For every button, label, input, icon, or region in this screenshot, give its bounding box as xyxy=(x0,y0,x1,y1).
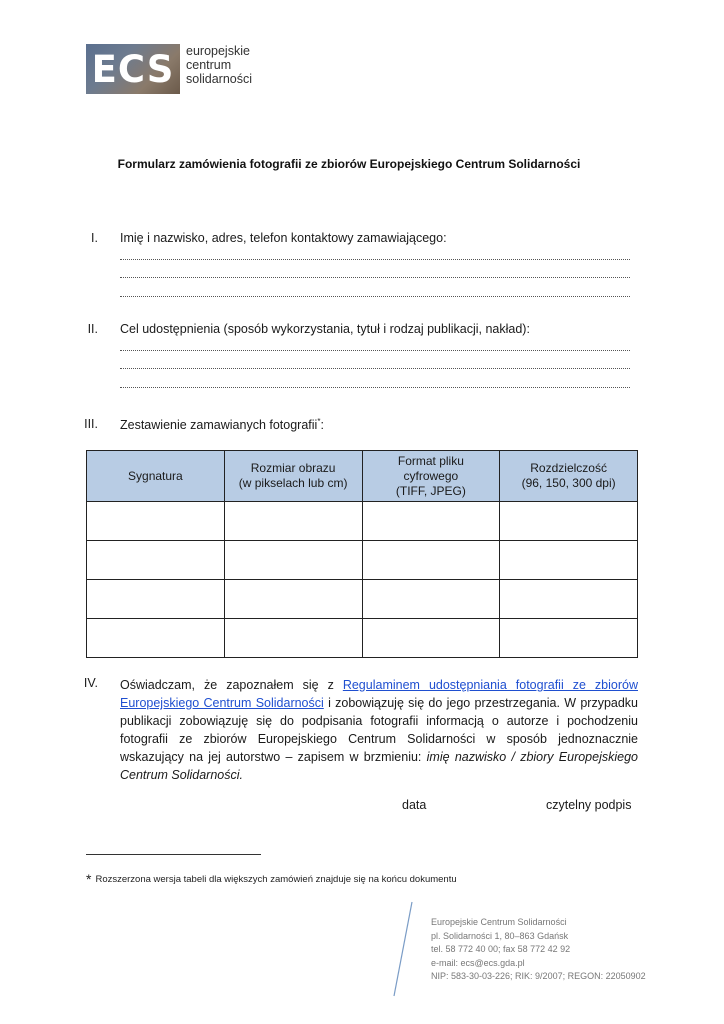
regulations-link[interactable]: Regulaminem udostępniania fotografii ze zbiorów Europejskiego Centrum Solidarności xyxy=(120,678,638,710)
section-1-label: Imię i nazwisko, adres, telefon kontaktowy zamawiającego: xyxy=(120,231,447,245)
table-cell[interactable] xyxy=(87,580,225,619)
table-row xyxy=(87,502,638,541)
logo-line-3: solidarności xyxy=(186,72,253,86)
logo-mark: ECS xyxy=(91,47,175,91)
logo-wordmark xyxy=(186,44,252,86)
form-title: Formularz zamówienia fotografii ze zbiorów Europejskiego Centrum Solidarności xyxy=(117,157,581,171)
footer-divider xyxy=(380,900,420,1000)
table-cell[interactable] xyxy=(500,619,638,658)
section-2-line-3[interactable] xyxy=(120,381,630,388)
header-resolution xyxy=(500,451,638,502)
header-image-size-line-1: Rozmiar obrazu xyxy=(250,461,336,475)
table-cell[interactable] xyxy=(224,619,362,658)
address-line-2: pl. Solidarności 1, 80–863 Gdańsk xyxy=(431,930,569,941)
address-line-1: Europejskie Centrum Solidarności xyxy=(431,917,567,927)
header-resolution-line-2: (96, 150, 300 dpi) xyxy=(521,476,616,490)
logo-line-1: europejskie xyxy=(186,44,250,58)
header-file-format-line-2: cyfrowego xyxy=(403,468,459,483)
footnote xyxy=(86,871,457,887)
table-cell[interactable] xyxy=(500,502,638,541)
footnote-text: Rozszerzona wersja tabeli dla większych zamówień znajduje się na końcu dokumentu xyxy=(95,874,457,885)
section-2-line-1[interactable] xyxy=(120,344,630,351)
section-1-line-3[interactable] xyxy=(120,290,630,297)
declaration-text-1: Oświadczam, że zapoznałem się z xyxy=(120,678,343,692)
table-row xyxy=(87,619,638,658)
section-4-number: IV. xyxy=(83,676,98,690)
table-row xyxy=(87,580,638,619)
address-line-3: tel. 58 772 40 00; fax 58 772 42 92 xyxy=(431,944,571,954)
photo-order-table xyxy=(86,450,638,658)
footnote-marker: * xyxy=(317,417,321,426)
address-line-5: NIP: 583-30-03-226; RIK: 9/2007; REGON: 22050902 xyxy=(431,971,646,981)
declaration-credit-formula: imię nazwisko / zbiory Europejskiego Centrum Solidarności. xyxy=(120,750,638,782)
header-file-format-line-3: (TIFF, JPEG) xyxy=(395,483,466,498)
table-cell[interactable] xyxy=(362,502,500,541)
section-1-line-2[interactable] xyxy=(120,271,630,278)
table-cell[interactable] xyxy=(500,580,638,619)
declaration-text-2: i zobowiązuję się do jego przestrzegania. W przypadku publikacji zobowiązuję się do podpisania fotografii informacją o autorze i pochodzeniu fotografii ze zbiorów Europejskiego Centrum Solidarności w sposób jednoznacznie wskazujący na jej autorstwo – zapisem w brzmieniu: xyxy=(120,696,638,764)
table-cell[interactable] xyxy=(362,580,500,619)
header-file-format-line-1: Format pliku xyxy=(397,453,464,468)
table-row xyxy=(87,541,638,580)
logo-line-2: centrum xyxy=(186,58,232,72)
header-image-size-line-2: (w pikselach lub cm) xyxy=(238,476,348,490)
header-image-size xyxy=(224,451,362,502)
table-cell[interactable] xyxy=(500,541,638,580)
section-3-label xyxy=(120,417,324,432)
header-signature-text: Sygnatura xyxy=(128,468,183,483)
section-1-number: I. xyxy=(91,231,98,245)
section-3-text: Zestawienie zamawianych fotografii xyxy=(120,418,318,433)
table-cell[interactable] xyxy=(362,541,500,580)
table-cell[interactable] xyxy=(224,580,362,619)
section-3-colon: : xyxy=(320,418,324,433)
header-resolution-line-1: Rozdzielczość xyxy=(530,461,607,475)
signature-label: czytelny podpis xyxy=(546,798,632,812)
footer-address xyxy=(431,916,646,984)
table-cell[interactable] xyxy=(87,541,225,580)
header-file-format xyxy=(362,451,500,502)
declaration-paragraph xyxy=(120,676,638,784)
section-2-number: II. xyxy=(87,322,98,336)
ecs-logo xyxy=(86,44,180,94)
section-1-line-1[interactable] xyxy=(120,253,630,260)
footnote-separator xyxy=(86,854,261,855)
table-cell[interactable] xyxy=(224,541,362,580)
address-line-4: e-mail: ecs@ecs.gda.pl xyxy=(431,957,525,968)
footnote-star: * xyxy=(86,871,92,887)
header-signature xyxy=(87,451,225,502)
table-cell[interactable] xyxy=(87,502,225,541)
date-label: data xyxy=(402,798,427,812)
table-cell[interactable] xyxy=(87,619,225,658)
section-2-line-2[interactable] xyxy=(120,362,630,369)
section-2-label: Cel udostępnienia (sposób wykorzystania, tytuł i rodzaj publikacji, nakład): xyxy=(120,322,530,336)
table-header-row xyxy=(87,451,638,502)
section-3-number: III. xyxy=(84,417,98,431)
table-cell[interactable] xyxy=(362,619,500,658)
table-cell[interactable] xyxy=(224,502,362,541)
